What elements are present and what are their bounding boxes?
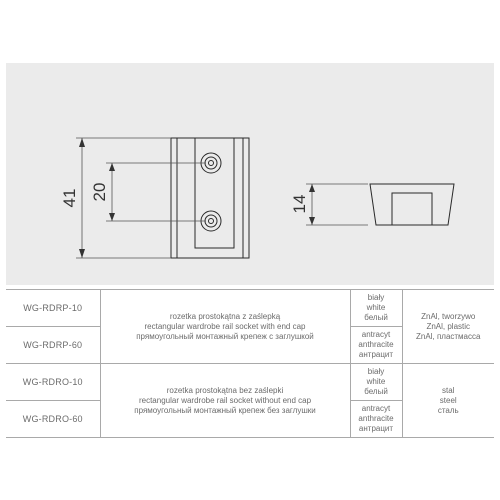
product-spec-table xyxy=(6,289,494,438)
socket-inner-plate xyxy=(195,138,234,248)
product-material: stal steel сталь xyxy=(402,364,494,438)
dim-label-20: 20 xyxy=(90,182,109,202)
product-code: WG-RDRO-60 xyxy=(6,401,100,438)
socket-front-outline xyxy=(171,138,249,258)
product-material: ZnAl, tworzywo ZnAl, plastic ZnAl, пластмасса xyxy=(402,290,494,364)
table-row xyxy=(6,364,494,401)
product-code: WG-RDRO-10 xyxy=(6,364,100,401)
technical-drawing xyxy=(6,63,494,285)
product-code: WG-RDRP-60 xyxy=(6,327,100,364)
product-code: WG-RDRP-10 xyxy=(6,290,100,327)
product-description: rozetka prostokątna bez zaślepki rectangular wardrobe rail socket without end cap прямоугольный монтажный крепеж без заглушки xyxy=(100,364,350,438)
product-description: rozetka prostokątna z zaślepką rectangular wardrobe rail socket with end cap прямоугольный монтажный крепеж с заглушкой xyxy=(100,290,350,364)
socket-side-view xyxy=(370,184,454,225)
product-color: biały white белый xyxy=(350,290,402,327)
dim-label-41: 41 xyxy=(60,188,79,208)
product-color: antracyt anthracite антрацит xyxy=(350,327,402,364)
technical-drawing-panel xyxy=(6,63,494,285)
product-color: biały white белый xyxy=(350,364,402,401)
dim-label-14: 14 xyxy=(290,194,309,214)
product-color: antracyt anthracite антрацит xyxy=(350,401,402,438)
table-row xyxy=(6,290,494,327)
